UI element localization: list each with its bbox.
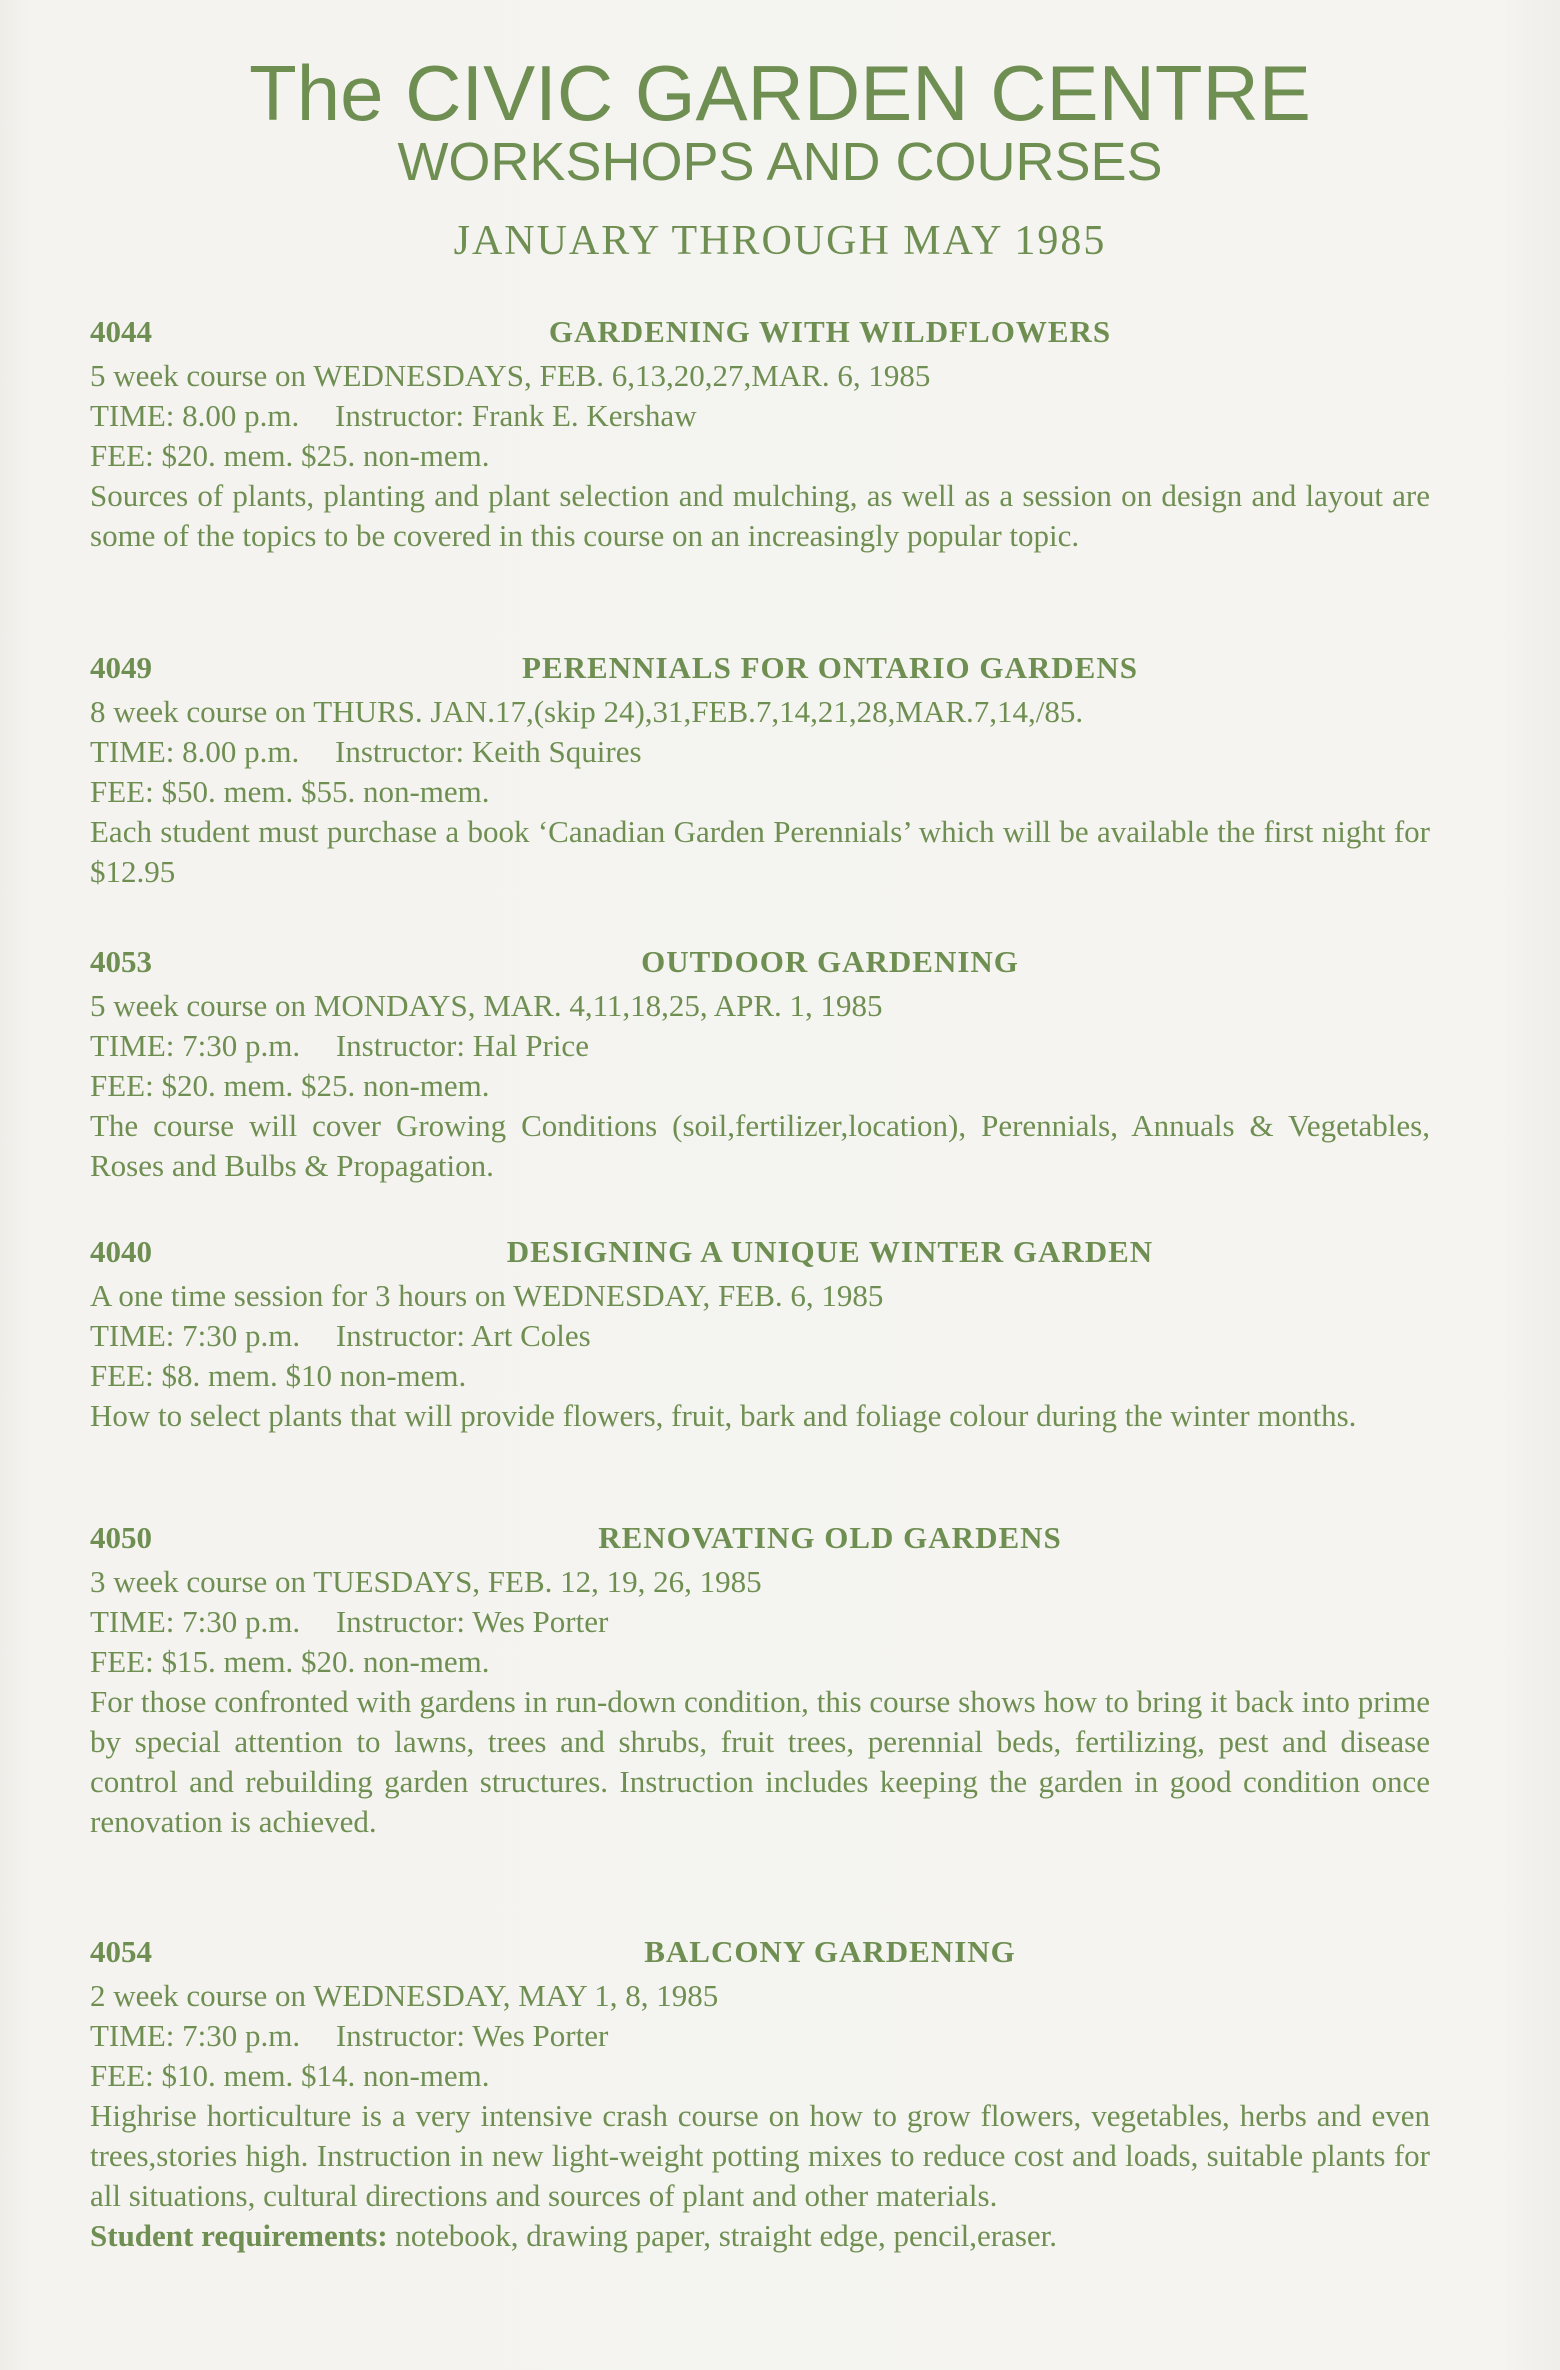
course-4050: [90, 1518, 1430, 1842]
course-instructor: Hal Price: [472, 1028, 589, 1063]
course-fee-line: [90, 1356, 1430, 1396]
requirements-text: notebook, drawing paper, straight edge, pencil,eraser.: [395, 2218, 1058, 2253]
fee-nonmember: $14. non-mem.: [300, 2058, 490, 2093]
course-title: GARDENING WITH WILDFLOWERS: [548, 314, 1112, 349]
time-label: TIME:: [90, 734, 175, 769]
course-description: Each student must purchase a book ‘Canadian Garden Perennials’ which will be available the first night for $12.95: [90, 814, 1430, 889]
fee-member: $10. mem.: [161, 2058, 294, 2093]
course-time-line: [90, 732, 1430, 772]
course-title: DESIGNING A UNIQUE WINTER GARDEN: [506, 1234, 1154, 1269]
instructor-label: Instructor:: [335, 2018, 465, 2053]
course-instructor: Wes Porter: [472, 2018, 609, 2053]
fee-label: FEE:: [90, 1644, 154, 1679]
time-label: TIME:: [90, 1028, 175, 1063]
instructor-label: Instructor:: [335, 1318, 465, 1353]
page-subtitle: WORKSHOPS AND COURSES: [397, 132, 1163, 192]
fee-label: FEE:: [90, 2058, 154, 2093]
course-description: Highrise horticulture is a very intensive crash course on how to grow flowers, vegetables, herbs and even trees,stories high. Instruction in new light-weight potting mixes to reduce cost and loads, suitable plants for all situations, cultural directions and sources of plant and other materials.: [90, 2098, 1430, 2213]
course-fee-line: [90, 2056, 1430, 2096]
course-schedule: 5 week course on MONDAYS, MAR. 4,11,18,25, APR. 1, 1985: [90, 988, 883, 1023]
course-description: How to select plants that will provide flowers, fruit, bark and foliage colour during the winter months.: [90, 1398, 1357, 1433]
fee-label: FEE:: [90, 1358, 154, 1393]
course-time: 8.00 p.m.: [182, 398, 300, 433]
course-instructor: Frank E. Kershaw: [471, 398, 697, 433]
course-fee-line: [90, 772, 1430, 812]
course-time-line: [90, 1316, 1430, 1356]
fee-nonmember: $10 non-mem.: [285, 1358, 467, 1393]
course-time-line: [90, 2016, 1430, 2056]
time-label: TIME:: [90, 398, 175, 433]
time-label: TIME:: [90, 1318, 175, 1353]
course-instructor: Art Coles: [471, 1318, 591, 1353]
course-4054: [90, 1932, 1430, 2256]
course-time-line: [90, 396, 1430, 436]
course-time: 7:30 p.m.: [182, 1318, 301, 1353]
course-description: Sources of plants, planting and plant selection and mulching, as well as a session on design and layout are some of the topics to be covered in this course on an increasingly popular topic.: [90, 478, 1430, 553]
course-schedule: 5 week course on WEDNESDAYS, FEB. 6,13,20,27,MAR. 6, 1985: [90, 358, 931, 393]
course-title: RENOVATING OLD GARDENS: [598, 1520, 1062, 1555]
course-fee-line: [90, 1642, 1430, 1682]
course-title: OUTDOOR GARDENING: [641, 944, 1019, 979]
course-fee-line: [90, 1066, 1430, 1106]
fee-nonmember: $25. non-mem.: [300, 438, 490, 473]
instructor-label: Instructor:: [335, 734, 465, 769]
fee-label: FEE:: [90, 1068, 154, 1103]
course-fee-line: [90, 436, 1430, 476]
course-4040: [90, 1232, 1430, 1436]
course-schedule: 8 week course on THURS. JAN.17,(skip 24),31,FEB.7,14,21,28,MAR.7,14,/85.: [90, 694, 1084, 729]
course-time: 7:30 p.m.: [182, 1028, 301, 1063]
course-code: 4049: [90, 650, 152, 685]
course-code: 4044: [90, 314, 152, 349]
instructor-label: Instructor:: [335, 398, 465, 433]
course-time: 8.00 p.m.: [182, 734, 300, 769]
fee-member: $20. mem.: [161, 1068, 294, 1103]
course-schedule: A one time session for 3 hours on WEDNESDAY, FEB. 6, 1985: [90, 1278, 884, 1313]
fee-member: $20. mem.: [161, 438, 294, 473]
instructor-label: Instructor:: [335, 1604, 465, 1639]
requirements-label: Student requirements:: [90, 2218, 388, 2253]
course-title: BALCONY GARDENING: [644, 1934, 1016, 1969]
course-schedule: 3 week course on TUESDAYS, FEB. 12, 19, 26, 1985: [90, 1564, 762, 1599]
course-schedule: 2 week course on WEDNESDAY, MAY 1, 8, 1985: [90, 1978, 719, 2013]
date-range: JANUARY THROUGH MAY 1985: [453, 218, 1107, 264]
course-4044: [90, 312, 1430, 556]
fee-label: FEE:: [90, 438, 154, 473]
course-instructor: Keith Squires: [471, 734, 642, 769]
student-requirements: [90, 2216, 1430, 2256]
course-instructor: Wes Porter: [472, 1604, 609, 1639]
page-title: The CIVIC GARDEN CENTRE: [249, 49, 1311, 137]
course-code: 4040: [90, 1234, 152, 1269]
course-time: 7:30 p.m.: [182, 1604, 301, 1639]
course-code: 4050: [90, 1520, 152, 1555]
course-code: 4053: [90, 944, 152, 979]
time-label: TIME:: [90, 2018, 175, 2053]
time-label: TIME:: [90, 1604, 175, 1639]
fee-member: $8. mem.: [161, 1358, 278, 1393]
fee-label: FEE:: [90, 774, 154, 809]
fee-nonmember: $55. non-mem.: [300, 774, 490, 809]
course-time-line: [90, 1026, 1430, 1066]
course-description: For those confronted with gardens in run-down condition, this course shows how to bring it back into prime by special attention to lawns, trees and shrubs, fruit trees, perennial beds, fertilizing, pest and disease control and rebuilding garden structures. Instruction includes keeping the garden in good condition once renovation is achieved.: [90, 1684, 1430, 1839]
fee-nonmember: $25. non-mem.: [300, 1068, 490, 1103]
fee-nonmember: $20. non-mem.: [300, 1644, 490, 1679]
fee-member: $50. mem.: [161, 774, 294, 809]
course-time: 7:30 p.m.: [182, 2018, 301, 2053]
fee-member: $15. mem.: [161, 1644, 294, 1679]
course-description: The course will cover Growing Conditions (soil,fertilizer,location), Perennials, Annuals & Vegetables, Roses and Bulbs & Propagation.: [90, 1108, 1430, 1183]
course-4049: [90, 648, 1430, 892]
course-title: PERENNIALS FOR ONTARIO GARDENS: [522, 650, 1138, 685]
course-time-line: [90, 1602, 1430, 1642]
instructor-label: Instructor:: [335, 1028, 465, 1063]
course-4053: [90, 942, 1430, 1186]
course-code: 4054: [90, 1934, 152, 1969]
